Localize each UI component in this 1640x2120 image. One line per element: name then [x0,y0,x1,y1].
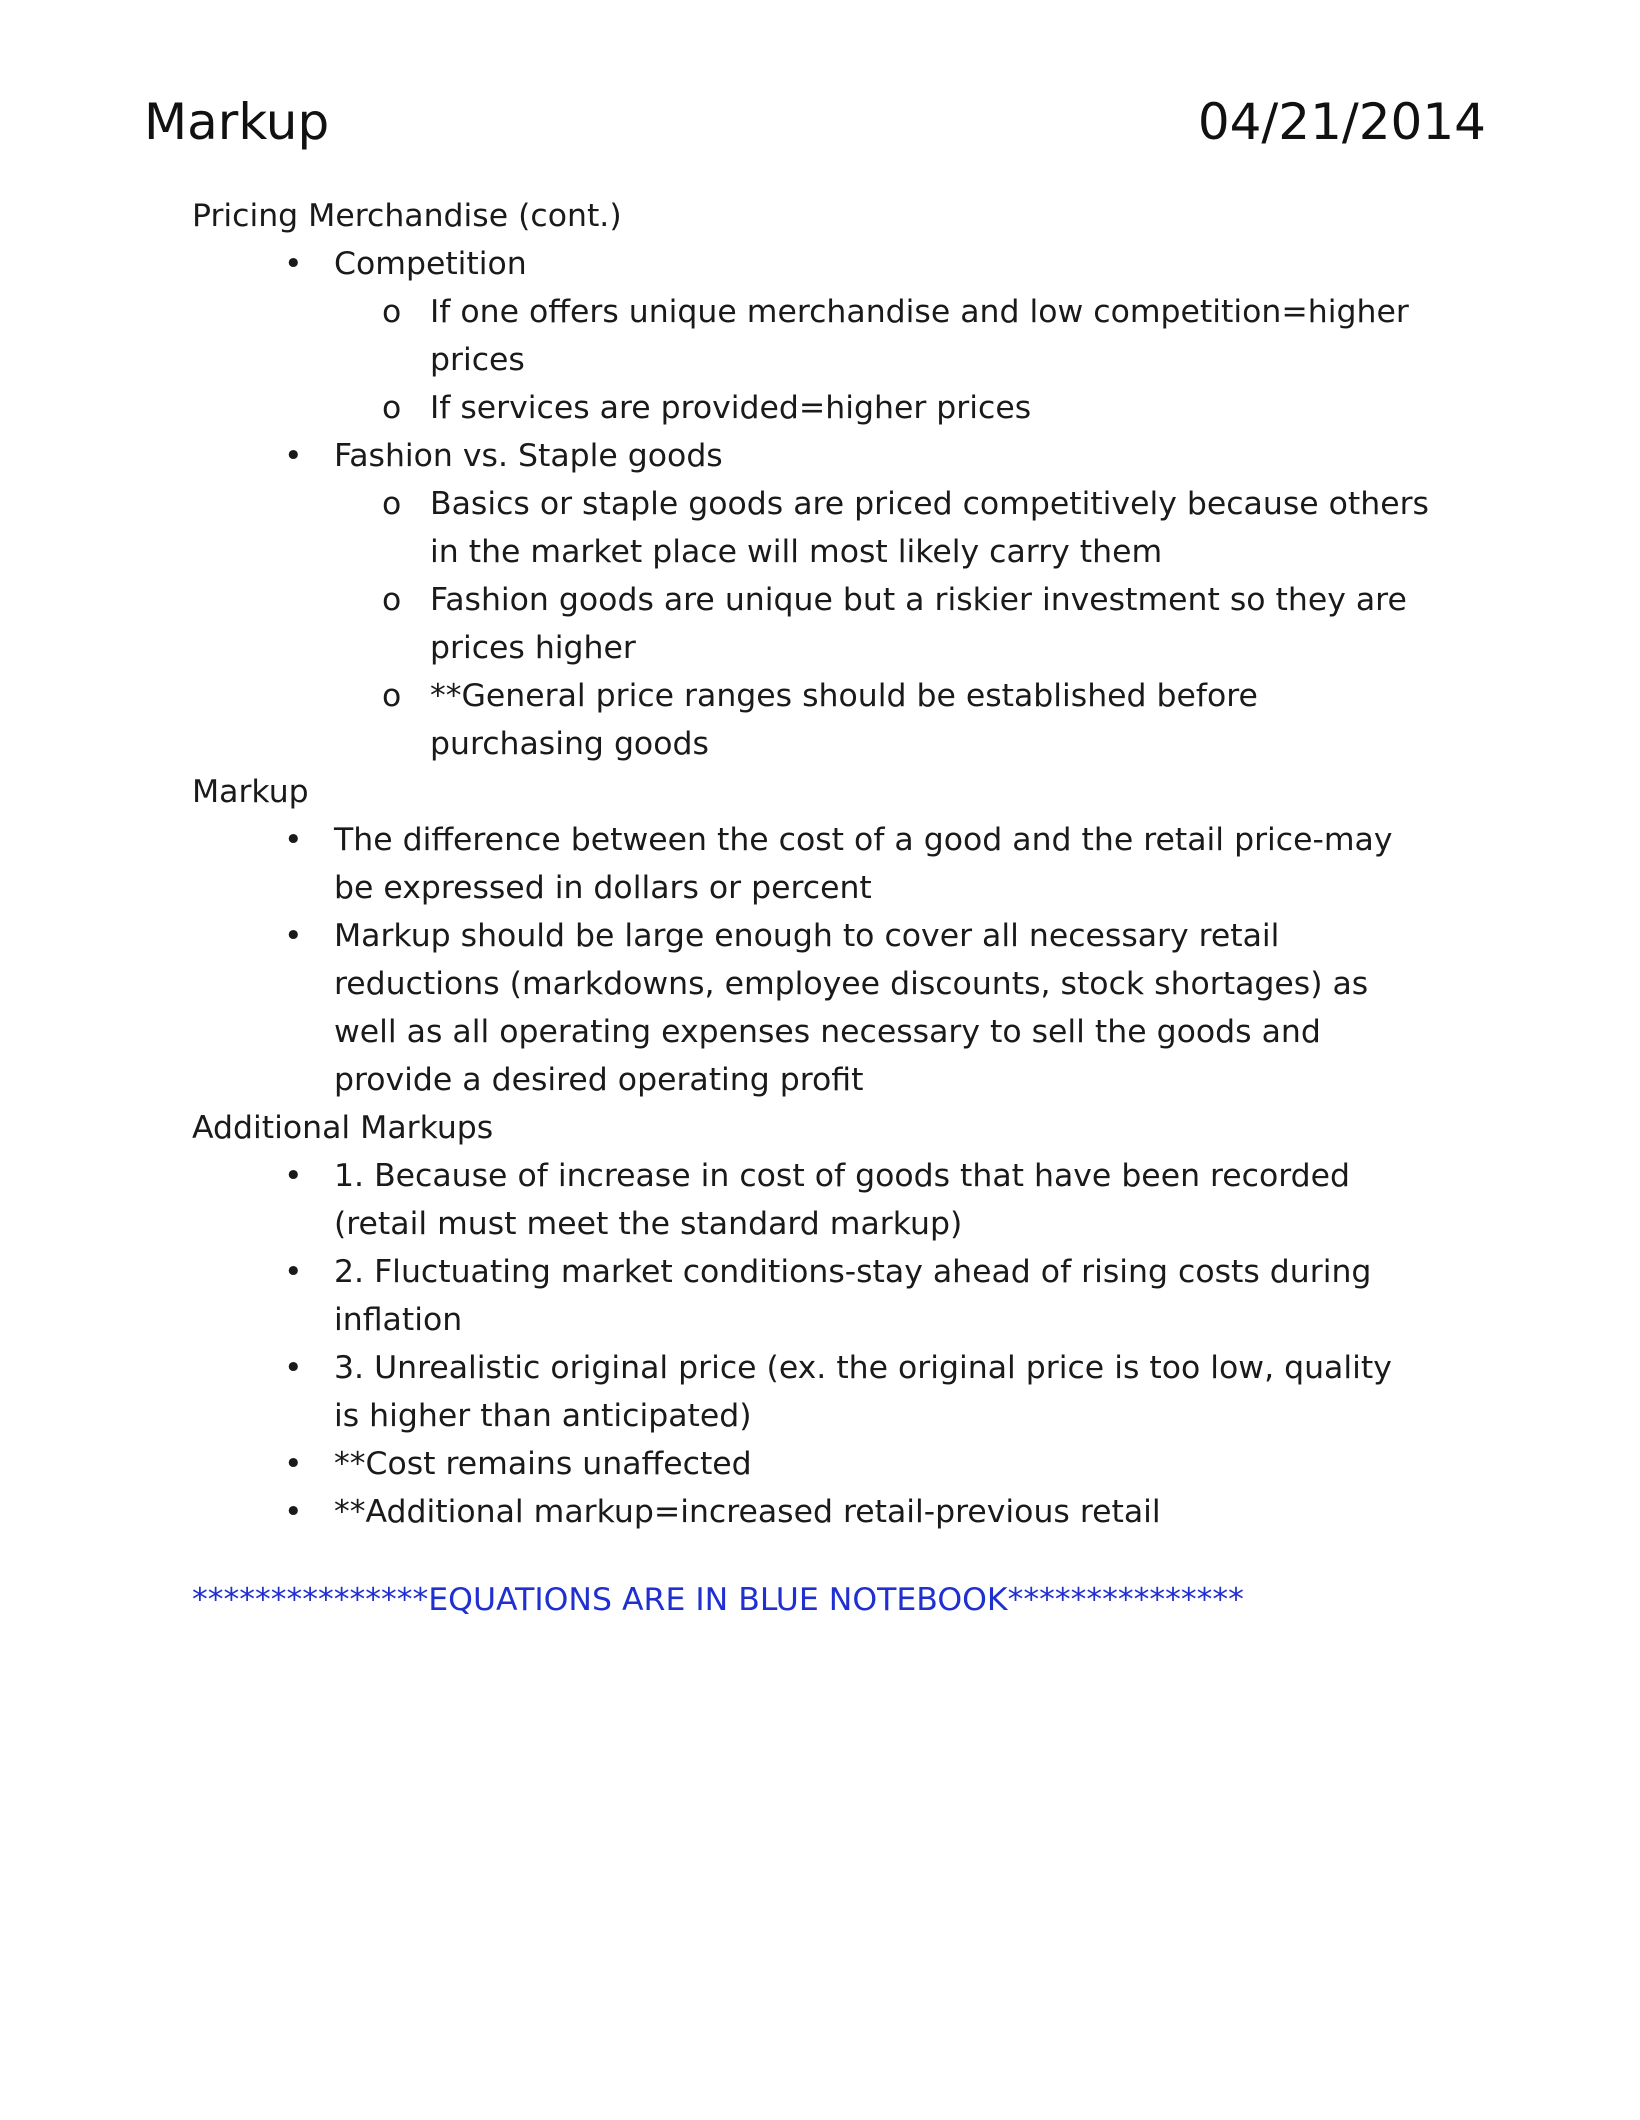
list-item: • 3. Unrealistic original price (ex. the original price is too low, quality is higher than anticipated) [334,1344,1424,1440]
sub-list-item: o If services are provided=higher prices [430,384,1430,432]
sub-list-item: o Fashion goods are unique but a riskier investment so they are prices higher [430,576,1430,672]
section-heading-pricing-merchandise: Pricing Merchandise (cont.) [192,198,622,234]
pricing-merchandise-list [0,240,1640,768]
list-item: • Markup should be large enough to cover all necessary retail reductions (markdowns, employee discounts, stock shortages) as well as all operating expenses necessary to sell the goods and provide a desired operating profit [334,912,1424,1104]
list-item [334,432,1429,768]
competition-sublist [334,288,1424,432]
blue-notebook-note: ***************EQUATIONS ARE IN BLUE NOTEBOOK*************** [192,1582,1244,1618]
sub-list-item: o Basics or staple goods are priced competitively because others in the market place will most likely carry them [430,480,1430,576]
list-item: • 1. Because of increase in cost of goods that have been recorded (retail must meet the standard markup) [334,1152,1424,1248]
bullet-text: Fashion vs. Staple goods [334,438,723,474]
bullet-text: Competition [334,246,527,282]
sub-list-item: o If one offers unique merchandise and low competition=higher prices [430,288,1430,384]
list-item: • **Additional markup=increased retail-previous retail [334,1488,1424,1536]
sub-list-item: o **General price ranges should be established before purchasing goods [430,672,1430,768]
list-item: • **Cost remains unaffected [334,1440,1424,1488]
list-item: • The difference between the cost of a good and the retail price-may be expressed in dollars or percent [334,816,1424,912]
page-date: 04/21/2014 [1197,93,1486,151]
list-item: • 2. Fluctuating market conditions-stay ahead of rising costs during inflation [334,1248,1424,1344]
fashion-vs-staple-sublist [334,480,1429,768]
section-heading-markup: Markup [192,774,309,810]
page-title: Markup [144,93,330,151]
markup-list [0,816,1640,1104]
list-item [334,240,1424,432]
section-heading-additional-markups: Additional Markups [192,1110,494,1146]
notes-body [0,192,1640,1536]
additional-markups-list [0,1152,1640,1536]
